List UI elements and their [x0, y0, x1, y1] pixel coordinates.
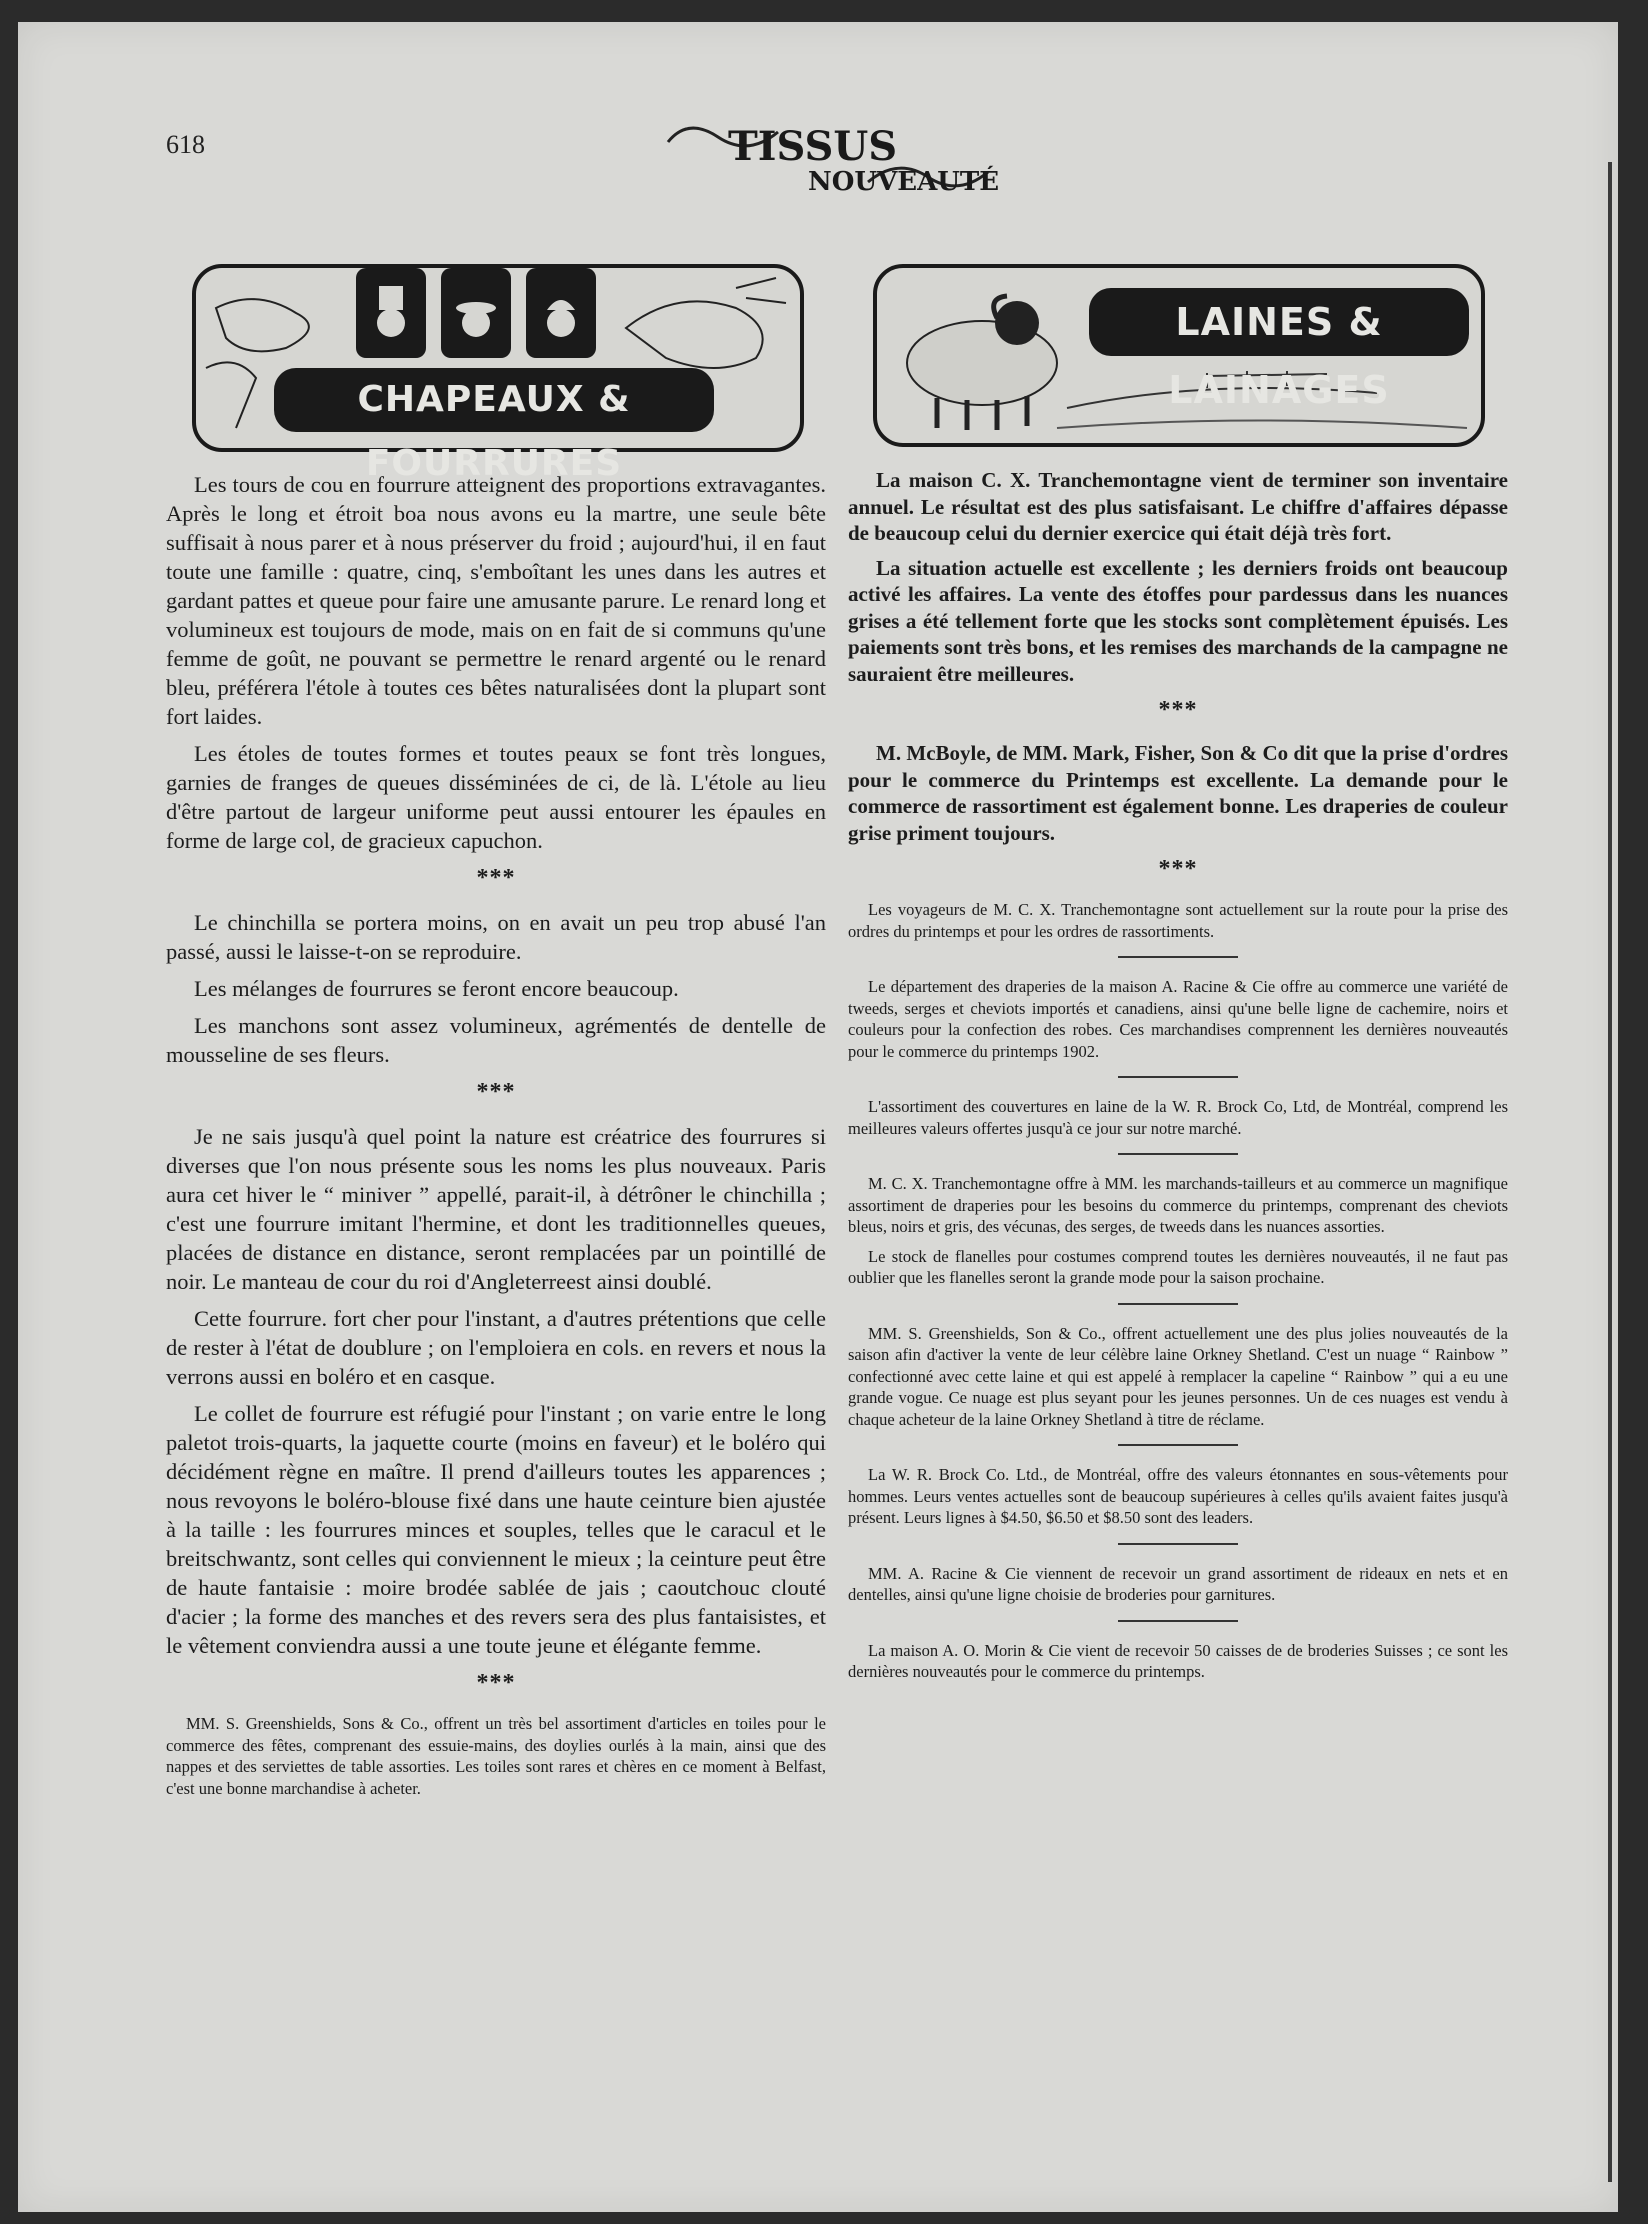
left-paragraph-3: Le chinchilla se portera moins, on en avait un peu trop abusé l'an passé, aussi le laisse-t-on se reproduire.: [166, 910, 826, 964]
right-notice-8: MM. A. Racine & Cie viennent de recevoir un grand assortiment de rideaux en nets et en dentelles, ainsi qu'une ligne choisie de broderies pour garnitures.: [848, 1563, 1508, 1604]
right-notice-4: M. C. X. Tranchemontagne offre à MM. les marchands-tailleurs et au commerce un magnifique assortiment de draperies pour les besoins du commerce du printemps, comprenant des cheviots bleus, noirs et gris, des vécunas, des serges, de tweeds dans les nuances assorties.: [848, 1174, 1508, 1236]
masthead-line2: NOUVEAUTÉS: [808, 167, 998, 197]
masthead-line1: TISSUS: [728, 123, 898, 170]
right-notice-5: Le stock de flanelles pour costumes comprend toutes les dernières nouveautés, il ne faut pas oublier que les flanelles seront la grande mode pour la saison prochaine.: [848, 1246, 1508, 1287]
divider-rule: [1118, 1620, 1238, 1622]
right-paragraph-1: La maison C. X. Tranchemontagne vient de terminer son inventaire annuel. Le résultat est des plus satisfaisant. Le chiffre d'affaires dépasse de beaucoup celui du dernier exercice qui était déjà très fort.: [848, 468, 1508, 545]
divider-rule: [1118, 1543, 1238, 1545]
left-paragraph-8: Le collet de fourrure est réfugié pour l'instant ; on varie entre le long paletot trois-quarts, la jaquette courte (moins en faveur) et le boléro qui décidément règne en maître. Il prend d'ailleurs toutes les apparences ; nous revoyons le boléro-blouse fixé dans une haute ceinture bien ajustée à la taille : les fourrures minces et souples, telles que le caracul et le breitschwantz, sont celles qui conviennent le mieux ; la ceinture peut être de haute fantaisie : moire brodée sablée de jais ; caoutchouc clouté d'acier ; la forme des manches et des revers sera des plus fantaisistes, et le vêtement conviendra aussi a une toute jeune et élégante femme.: [166, 1401, 826, 1658]
separator-stars: ***: [1158, 856, 1198, 882]
banner-title-chapeaux: CHAPEAUX & FOURRURES: [274, 368, 714, 432]
right-paragraph-2: La situation actuelle est excellente ; les derniers froids ont beaucoup activé les affaires. La vente des étoffes pour pardessus dans les nuances grises a été tellement forte que les stocks sont complètement épuisés. Les paiements sont très bons, et les remises des marchands de la campagne ne sauraient être meilleures.: [848, 555, 1508, 686]
right-notice-1: Les voyageurs de M. C. X. Tranchemontagne sont actuellement sur la route pour la prise des ordres du printemps et pour les ordres de rassortiments.: [848, 900, 1508, 941]
divider-rule: [1118, 1153, 1238, 1155]
masthead-ornament-icon: [658, 112, 998, 202]
separator-stars: ***: [476, 1079, 516, 1105]
right-notice-2: Le département des draperies de la maison A. Racine & Cie offre au commerce une variété de tweeds, serges et cheviots importés et canadiens, ainsi qu'une belle ligne de cachemire, noirs et couleurs pour la confection des robes. Ces marchandises comprennent les dernières nouveautés pour le commerce du printemps 1902.: [848, 977, 1508, 1061]
left-paragraph-5: Les manchons sont assez volumineux, agrémentés de dentelle de mousseline de ses fleurs.: [166, 1013, 826, 1067]
divider-rule: [1118, 1076, 1238, 1078]
binding-edge: [1608, 162, 1612, 2182]
banner-chapeaux-fourrures: [192, 264, 804, 484]
banner-title-laines: LAINES & LAINAGES: [1089, 288, 1469, 356]
divider-rule: [1118, 1303, 1238, 1305]
left-notice-greenshields: MM. S. Greenshields, Sons & Co., offrent un très bel assortiment d'articles en toiles pour le commerce des fêtes, comprenant des essuie-mains, des doylies ourlés à la main, ainsi que des nappes et des serviettes de table assorties. Les toiles sont rares et chères en ce moment à Belfast, c'est une bonne marchandise à acheter.: [166, 1714, 826, 1798]
magazine-page: [18, 22, 1618, 2212]
separator-stars: ***: [476, 1670, 516, 1696]
page-number: 618: [166, 130, 205, 159]
left-paragraph-1: Les tours de cou en fourrure atteignent des proportions extravagantes. Après le long et étroit boa nous avons eu la martre, une seule bête suffisait à nous parer et à nous préserver du froid ; aujourd'hui, il en faut toute une famille : quatre, cinq, s'emboîtant les unes dans les autres et gardant pattes et queue pour faire une amusante parure. Le renard long et volumineux est toujours de mode, mais on en fait de si communs qu'une femme de goût, ne pouvant se permettre le renard argenté ou le renard bleu, préférera l'étole à toutes ces bêtes naturalisées dont la plupart sont fort laides.: [166, 472, 826, 729]
masthead-logo: [658, 112, 998, 202]
left-paragraph-4: Les mélanges de fourrures se feront encore beaucoup.: [194, 976, 679, 1001]
left-paragraph-7: Cette fourrure. fort cher pour l'instant, a d'autres prétentions que celle de rester à l'état de doublure ; on l'emploiera en cols. en revers et nous la verrons aussi en boléro et en casque.: [166, 1306, 826, 1389]
separator-stars: ***: [476, 865, 516, 891]
left-paragraph-6: Je ne sais jusqu'à quel point la nature est créatrice des fourrures si diverses que l'on nous présente sous les noms les plus nouveaux. Paris aura cet hiver le “ miniver ” appellé, parait-il, à détrôner le chinchilla ; c'est une fourrure imitant l'hermine, et dont les traditionnelles queues, placées de distance en distance, seront remplacées par un pointillé de noir. Le manteau de cour du roi d'Angleterreest ainsi doublé.: [166, 1124, 826, 1294]
left-column: [166, 470, 826, 1807]
right-notice-3: L'assortiment des couvertures en laine de la W. R. Brock Co, Ltd, de Montréal, comprend les meilleures valeurs offertes jusqu'à ce jour sur notre marché.: [848, 1097, 1508, 1138]
right-notice-9: La maison A. O. Morin & Cie vient de recevoir 50 caisses de de broderies Suisses ; ce sont les dernières nouveautés pour le commerce du printemps.: [848, 1640, 1508, 1681]
right-notice-7: La W. R. Brock Co. Ltd., de Montréal, offre des valeurs étonnantes en sous-vêtements pour hommes. Leurs ventes actuelles sont de beaucoup supérieures à celles qu'ils avaient faites jusqu'à présent. Leurs lignes à $4.50, $6.50 et $8.50 sont des leaders.: [848, 1465, 1508, 1527]
separator-stars: ***: [1158, 697, 1198, 723]
right-column: [848, 467, 1508, 1691]
divider-rule: [1118, 1444, 1238, 1446]
left-paragraph-2: Les étoles de toutes formes et toutes peaux se font très longues, garnies de franges de queues disséminées de ci, de là. L'étole au lieu d'être partout de largeur uniforme peut aussi entourer les épaules en forme de large col, de gracieux capuchon.: [166, 741, 826, 853]
right-notice-6: MM. S. Greenshields, Son & Co., offrent actuellement une des plus jolies nouveautés de la saison afin d'activer la vente de leur célèbre laine Orkney Shetland. C'est un nuage “ Rainbow ” confectionné avec cette laine et qui est appelé à remplacer la capeline “ Rainbow ” qui a eu une grande vogue. Ce nuage est plus seyant pour les jeunes personnes. Un de ces nuages est vendu à chaque acheteur de la laine Orkney Shetland à titre de réclame.: [848, 1323, 1508, 1429]
right-paragraph-3: M. McBoyle, de MM. Mark, Fisher, Son & Co dit que la prise d'ordres pour le commerce du Printemps est excellente. La demande pour le commerce de rassortiment est également bonne. Les draperies de couleur grise priment toujours.: [848, 741, 1508, 845]
divider-rule: [1118, 956, 1238, 958]
banner-laines-lainages: [873, 264, 1485, 447]
